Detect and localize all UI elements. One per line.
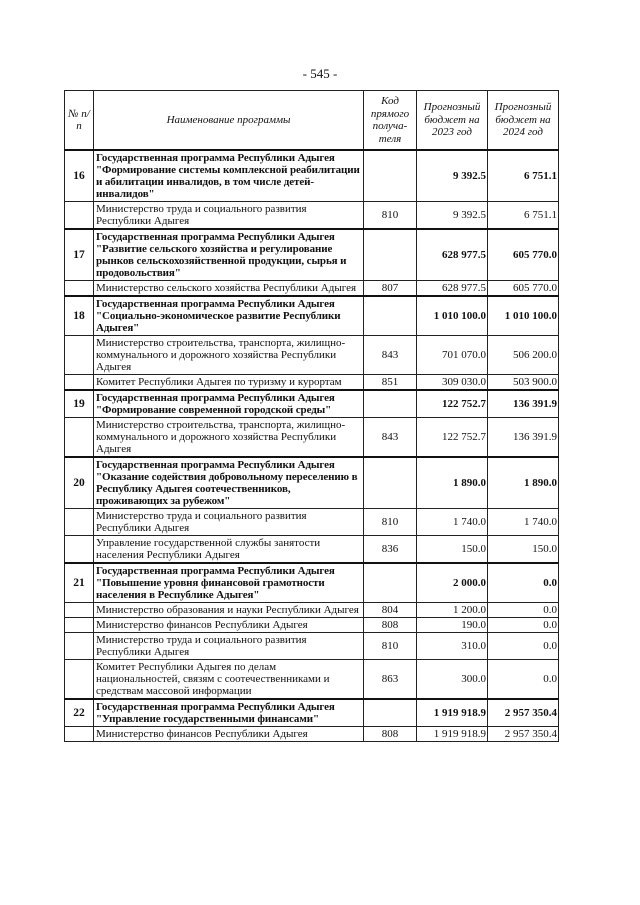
program-name: Комитет Республики Адыгея по делам национальностей, связям с соотечественниками и средствам массовой информации — [94, 660, 364, 700]
recipient-code: 807 — [364, 281, 417, 297]
row-number — [65, 660, 94, 700]
recipient-code — [364, 229, 417, 281]
recipient-code: 810 — [364, 509, 417, 536]
recipient-row — [65, 375, 559, 391]
budget-2023: 628 977.5 — [417, 281, 488, 297]
program-row — [65, 296, 559, 336]
recipient-code — [364, 699, 417, 727]
budget-2023: 2 000.0 — [417, 563, 488, 603]
row-number — [65, 336, 94, 375]
budget-2023: 150.0 — [417, 536, 488, 564]
program-name: Министерство строительства, транспорта, жилищно-коммунального и дорожного хозяйства Республики Адыгея — [94, 418, 364, 458]
header-num: № п/п — [65, 91, 94, 151]
row-number: 22 — [65, 699, 94, 727]
row-number — [65, 202, 94, 230]
recipient-code — [364, 563, 417, 603]
budget-2023: 701 070.0 — [417, 336, 488, 375]
budget-2023: 1 010 100.0 — [417, 296, 488, 336]
budget-2024: 2 957 350.4 — [488, 727, 559, 742]
budget-2024: 6 751.1 — [488, 202, 559, 230]
row-number: 20 — [65, 457, 94, 509]
budget-2024: 0.0 — [488, 618, 559, 633]
budget-2024: 605 770.0 — [488, 229, 559, 281]
recipient-code — [364, 457, 417, 509]
program-name: Государственная программа Республики Адыгея "Развитие сельского хозяйства и регулирование рынков сельскохозяйственной продукции, сырья и продовольствия" — [94, 229, 364, 281]
program-row — [65, 699, 559, 727]
row-number — [65, 375, 94, 391]
program-name: Государственная программа Республики Адыгея "Управление государственными финансами" — [94, 699, 364, 727]
budget-2024: 1 890.0 — [488, 457, 559, 509]
program-name: Государственная программа Республики Адыгея "Оказание содействия добровольному переселению в Республику Адыгея соотечественников, проживающих за рубежом" — [94, 457, 364, 509]
header-2024: Прогнозный бюджет на 2024 год — [488, 91, 559, 151]
budget-2024: 1 010 100.0 — [488, 296, 559, 336]
row-number — [65, 281, 94, 297]
program-name: Министерство сельского хозяйства Республики Адыгея — [94, 281, 364, 297]
budget-2024: 0.0 — [488, 633, 559, 660]
page-number: - 545 - — [302, 66, 338, 81]
program-row — [65, 390, 559, 418]
header-row — [65, 91, 559, 151]
program-name: Министерство строительства, транспорта, жилищно-коммунального и дорожного хозяйства Республики Адыгея — [94, 336, 364, 375]
budget-2024: 6 751.1 — [488, 150, 559, 202]
program-name: Государственная программа Республики Адыгея "Повышение уровня финансовой грамотности населения в Республике Адыгея" — [94, 563, 364, 603]
program-name: Министерство образования и науки Республики Адыгея — [94, 603, 364, 618]
budget-2024: 503 900.0 — [488, 375, 559, 391]
recipient-code: 843 — [364, 336, 417, 375]
row-number — [65, 618, 94, 633]
program-row — [65, 229, 559, 281]
row-number — [65, 418, 94, 458]
recipient-code: 810 — [364, 202, 417, 230]
budget-2023: 1 919 918.9 — [417, 727, 488, 742]
recipient-code — [364, 296, 417, 336]
recipient-row — [65, 536, 559, 564]
header-name: Наименование программы — [94, 91, 364, 151]
recipient-code: 808 — [364, 727, 417, 742]
budget-2024: 136 391.9 — [488, 390, 559, 418]
header-2023: Прогнозный бюджет на 2023 год — [417, 91, 488, 151]
program-name: Государственная программа Республики Адыгея "Формирование системы комплексной реабилитации и абилитации инвалидов, в том числе детей-инвалидов" — [94, 150, 364, 202]
header-code: Код прямого получа-теля — [364, 91, 417, 151]
row-number: 18 — [65, 296, 94, 336]
recipient-code: 810 — [364, 633, 417, 660]
budget-table — [64, 90, 559, 742]
program-row — [65, 150, 559, 202]
program-name: Государственная программа Республики Адыгея "Социально-экономическое развитие Республики Адыгея" — [94, 296, 364, 336]
row-number — [65, 536, 94, 564]
recipient-row — [65, 727, 559, 742]
program-name: Министерство труда и социального развития Республики Адыгея — [94, 509, 364, 536]
recipient-row — [65, 202, 559, 230]
program-name: Министерство финансов Республики Адыгея — [94, 727, 364, 742]
recipient-code: 851 — [364, 375, 417, 391]
budget-2023: 309 030.0 — [417, 375, 488, 391]
recipient-code: 836 — [364, 536, 417, 564]
recipient-code — [364, 150, 417, 202]
budget-2023: 628 977.5 — [417, 229, 488, 281]
recipient-row — [65, 603, 559, 618]
row-number — [65, 633, 94, 660]
budget-2023: 190.0 — [417, 618, 488, 633]
row-number — [65, 509, 94, 536]
table-body — [65, 150, 559, 742]
row-number: 21 — [65, 563, 94, 603]
program-name: Управление государственной службы занятости населения Республики Адыгея — [94, 536, 364, 564]
recipient-row — [65, 633, 559, 660]
budget-2023: 1 200.0 — [417, 603, 488, 618]
budget-2024: 2 957 350.4 — [488, 699, 559, 727]
budget-2023: 310.0 — [417, 633, 488, 660]
program-row — [65, 457, 559, 509]
budget-2024: 150.0 — [488, 536, 559, 564]
budget-2023: 9 392.5 — [417, 150, 488, 202]
program-row — [65, 563, 559, 603]
row-number — [65, 727, 94, 742]
program-name: Министерство труда и социального развития Республики Адыгея — [94, 633, 364, 660]
budget-2024: 605 770.0 — [488, 281, 559, 297]
budget-2024: 0.0 — [488, 603, 559, 618]
budget-2024: 1 740.0 — [488, 509, 559, 536]
row-number: 16 — [65, 150, 94, 202]
recipient-code: 843 — [364, 418, 417, 458]
row-number: 19 — [65, 390, 94, 418]
row-number — [65, 603, 94, 618]
row-number: 17 — [65, 229, 94, 281]
budget-2023: 122 752.7 — [417, 390, 488, 418]
budget-2023: 122 752.7 — [417, 418, 488, 458]
budget-2023: 1 740.0 — [417, 509, 488, 536]
recipient-code: 808 — [364, 618, 417, 633]
recipient-code: 804 — [364, 603, 417, 618]
budget-2023: 300.0 — [417, 660, 488, 700]
recipient-row — [65, 618, 559, 633]
program-name: Министерство финансов Республики Адыгея — [94, 618, 364, 633]
budget-2023: 1 890.0 — [417, 457, 488, 509]
budget-2023: 9 392.5 — [417, 202, 488, 230]
recipient-row — [65, 509, 559, 536]
budget-2024: 0.0 — [488, 660, 559, 700]
recipient-code: 863 — [364, 660, 417, 700]
budget-2024: 0.0 — [488, 563, 559, 603]
recipient-row — [65, 336, 559, 375]
program-name: Министерство труда и социального развития Республики Адыгея — [94, 202, 364, 230]
recipient-row — [65, 281, 559, 297]
program-name: Комитет Республики Адыгея по туризму и курортам — [94, 375, 364, 391]
recipient-code — [364, 390, 417, 418]
budget-2024: 506 200.0 — [488, 336, 559, 375]
recipient-row — [65, 660, 559, 700]
recipient-row — [65, 418, 559, 458]
budget-2024: 136 391.9 — [488, 418, 559, 458]
program-name: Государственная программа Республики Адыгея "Формирование современной городской среды" — [94, 390, 364, 418]
budget-2023: 1 919 918.9 — [417, 699, 488, 727]
